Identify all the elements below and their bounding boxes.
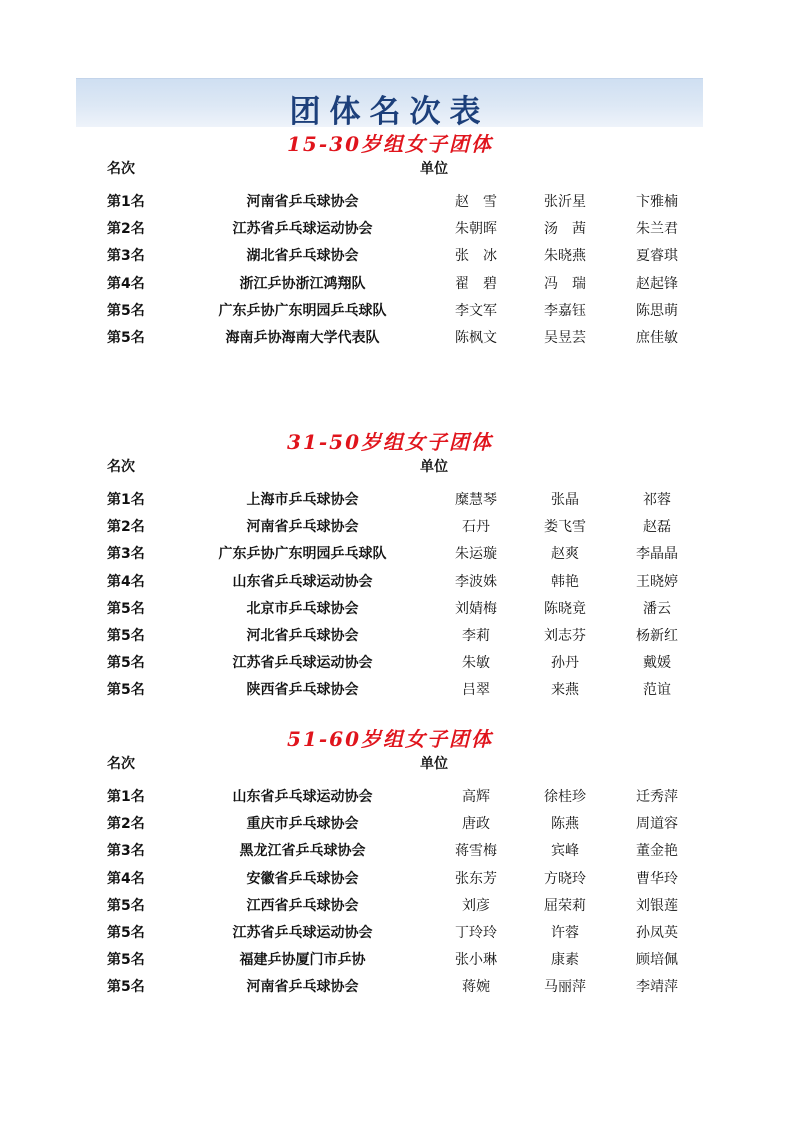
unit-cell: 黑龙江省乒乓球协会 [239,843,366,860]
rank-cell: 第5名 [107,628,145,644]
player-name: 屈荣莉 [544,897,586,914]
player-name: 朱朝晖 [455,221,497,238]
player-name: 糜慧琴 [455,492,497,508]
player-name: 潘云 [643,600,671,617]
table-row [0,649,794,676]
player-name: 李文军 [455,302,497,319]
player-name: 宾峰 [551,843,579,860]
rank-cell: 第2名 [107,221,145,238]
table-row [0,973,794,1000]
player-name: 李嘉钰 [544,302,586,319]
unit-cell: 江苏省乒乓球运动协会 [232,925,373,941]
unit-cell: 陕西省乒乓球协会 [246,682,359,699]
player-name: 马丽萍 [544,979,586,996]
player-name: 卞雅楠 [636,194,678,210]
unit-cell: 河南省乒乓球协会 [246,979,359,996]
player-name: 王晓婷 [636,573,678,590]
player-name: 陈晓竟 [544,600,586,617]
player-name: 娄飞雪 [544,519,586,536]
header-unit: 单位 [420,756,448,772]
player-name: 张沂星 [544,194,586,210]
player-name: 陈思萌 [636,302,678,319]
player-name: 丁玲玲 [455,925,497,941]
unit-cell: 湖北省乒乓球协会 [246,248,359,265]
header-unit: 单位 [420,459,448,475]
player-name: 刘婧梅 [455,600,497,617]
player-name: 周道容 [636,816,678,833]
player-name: 唐政 [462,816,490,833]
table-row [0,595,794,622]
table-row [0,324,794,351]
table-row [0,946,794,973]
unit-cell: 安徽省乒乓球协会 [246,870,359,887]
rank-cell: 第5名 [107,682,145,699]
unit-cell: 河北省乒乓球协会 [246,628,359,644]
rank-cell: 第1名 [107,789,145,805]
player-name: 石丹 [462,519,490,536]
section-title: 31-50岁组女子团体 [287,430,493,454]
player-name: 赵 雪 [455,194,497,210]
player-name: 刘银莲 [636,897,678,914]
player-name: 徐桂珍 [544,789,586,805]
title-banner [76,78,703,130]
player-name: 蒋雪梅 [455,843,497,860]
player-name: 汤 茜 [544,221,586,238]
player-name: 蒋婉 [462,979,490,996]
table-row [0,622,794,649]
player-name: 董金艳 [636,843,678,860]
player-name: 翟 碧 [455,275,497,292]
rank-cell: 第5名 [107,952,145,969]
table-row [0,892,794,919]
unit-cell: 重庆市乒乓球协会 [246,816,359,833]
player-name: 朱晓燕 [544,248,586,265]
player-name: 孙丹 [551,655,579,672]
table-row [0,837,794,864]
header-rank: 名次 [107,459,135,475]
table-row [0,919,794,946]
player-name: 李晶晶 [636,546,678,563]
table-row [0,215,794,242]
header-rank: 名次 [107,756,135,772]
table-row [0,783,794,810]
rank-cell: 第5名 [107,600,145,617]
player-name: 高辉 [462,789,490,805]
table-row [0,270,794,297]
unit-cell: 浙江乒协浙江鸿翔队 [239,275,366,292]
unit-cell: 北京市乒乓球协会 [246,600,359,617]
rank-cell: 第2名 [107,519,145,536]
unit-cell: 江苏省乒乓球运动协会 [232,655,373,672]
player-name: 许蓉 [551,925,579,941]
rank-cell: 第3名 [107,248,145,265]
document-title: 团体名次表 [289,94,490,130]
player-name: 迁秀萍 [636,789,678,805]
player-name: 朱运璇 [455,546,497,563]
player-name: 夏睿琪 [636,248,678,265]
rank-cell: 第4名 [107,573,145,590]
unit-cell: 山东省乒乓球运动协会 [232,573,373,590]
table-row [0,568,794,595]
table-row [0,540,794,567]
player-name: 杨新红 [636,628,678,644]
player-name: 来燕 [551,682,579,699]
player-name: 吴昱芸 [544,330,586,346]
rank-cell: 第5名 [107,302,145,319]
rank-cell: 第5名 [107,655,145,672]
player-name: 陈枫文 [455,330,497,346]
player-name: 李靖萍 [636,979,678,996]
player-name: 康素 [551,952,579,969]
unit-cell: 河南省乒乓球协会 [246,194,359,210]
player-name: 庶佳敏 [636,330,678,346]
player-name: 李波姝 [455,573,497,590]
player-name: 曹华玲 [636,870,678,887]
rank-cell: 第1名 [107,194,145,210]
section-title: 15-30岁组女子团体 [287,132,493,156]
unit-cell: 广东乒协广东明园乒乓球队 [218,546,387,563]
player-name: 孙凤英 [636,925,678,941]
player-name: 陈燕 [551,816,579,833]
player-name: 戴媛 [643,655,671,672]
unit-cell: 河南省乒乓球协会 [246,519,359,536]
player-name: 吕翠 [462,682,490,699]
player-name: 祁蓉 [643,492,671,508]
player-name: 冯 瑞 [544,275,586,292]
player-name: 朱敏 [462,655,490,672]
rank-cell: 第5名 [107,330,145,346]
unit-cell: 江西省乒乓球协会 [246,897,359,914]
player-name: 赵起锋 [636,275,678,292]
unit-cell: 山东省乒乓球运动协会 [232,789,373,805]
unit-cell: 广东乒协广东明园乒乓球队 [218,302,387,319]
player-name: 朱兰君 [636,221,678,238]
player-name: 张晶 [551,492,579,508]
player-name: 李莉 [462,628,490,644]
table-row [0,810,794,837]
rank-cell: 第5名 [107,897,145,914]
table-row [0,676,794,703]
table-row [0,242,794,269]
header-rank: 名次 [107,161,135,177]
rank-cell: 第5名 [107,979,145,996]
player-name: 张 冰 [455,248,497,265]
player-name: 张小琳 [455,952,497,969]
rank-cell: 第2名 [107,816,145,833]
rank-cell: 第4名 [107,870,145,887]
section-title: 51-60岁组女子团体 [287,727,493,751]
player-name: 张东芳 [455,870,497,887]
header-unit: 单位 [420,161,448,177]
rank-cell: 第3名 [107,843,145,860]
unit-cell: 江苏省乒乓球运动协会 [232,221,373,238]
player-name: 赵爽 [551,546,579,563]
rank-cell: 第1名 [107,492,145,508]
player-name: 刘彦 [462,897,490,914]
player-name: 刘志芬 [544,628,586,644]
table-row [0,297,794,324]
unit-cell: 福建乒协厦门市乒协 [239,952,366,969]
player-name: 赵磊 [643,519,671,536]
rank-cell: 第3名 [107,546,145,563]
rank-cell: 第4名 [107,275,145,292]
rank-cell: 第5名 [107,925,145,941]
unit-cell: 上海市乒乓球协会 [246,492,359,508]
unit-cell: 海南乒协海南大学代表队 [225,330,380,346]
player-name: 方晓玲 [544,870,586,887]
table-row [0,188,794,215]
player-name: 顾培佩 [636,952,678,969]
table-row [0,486,794,513]
table-row [0,865,794,892]
player-name: 韩艳 [551,573,579,590]
player-name: 范谊 [643,682,671,699]
table-row [0,513,794,540]
